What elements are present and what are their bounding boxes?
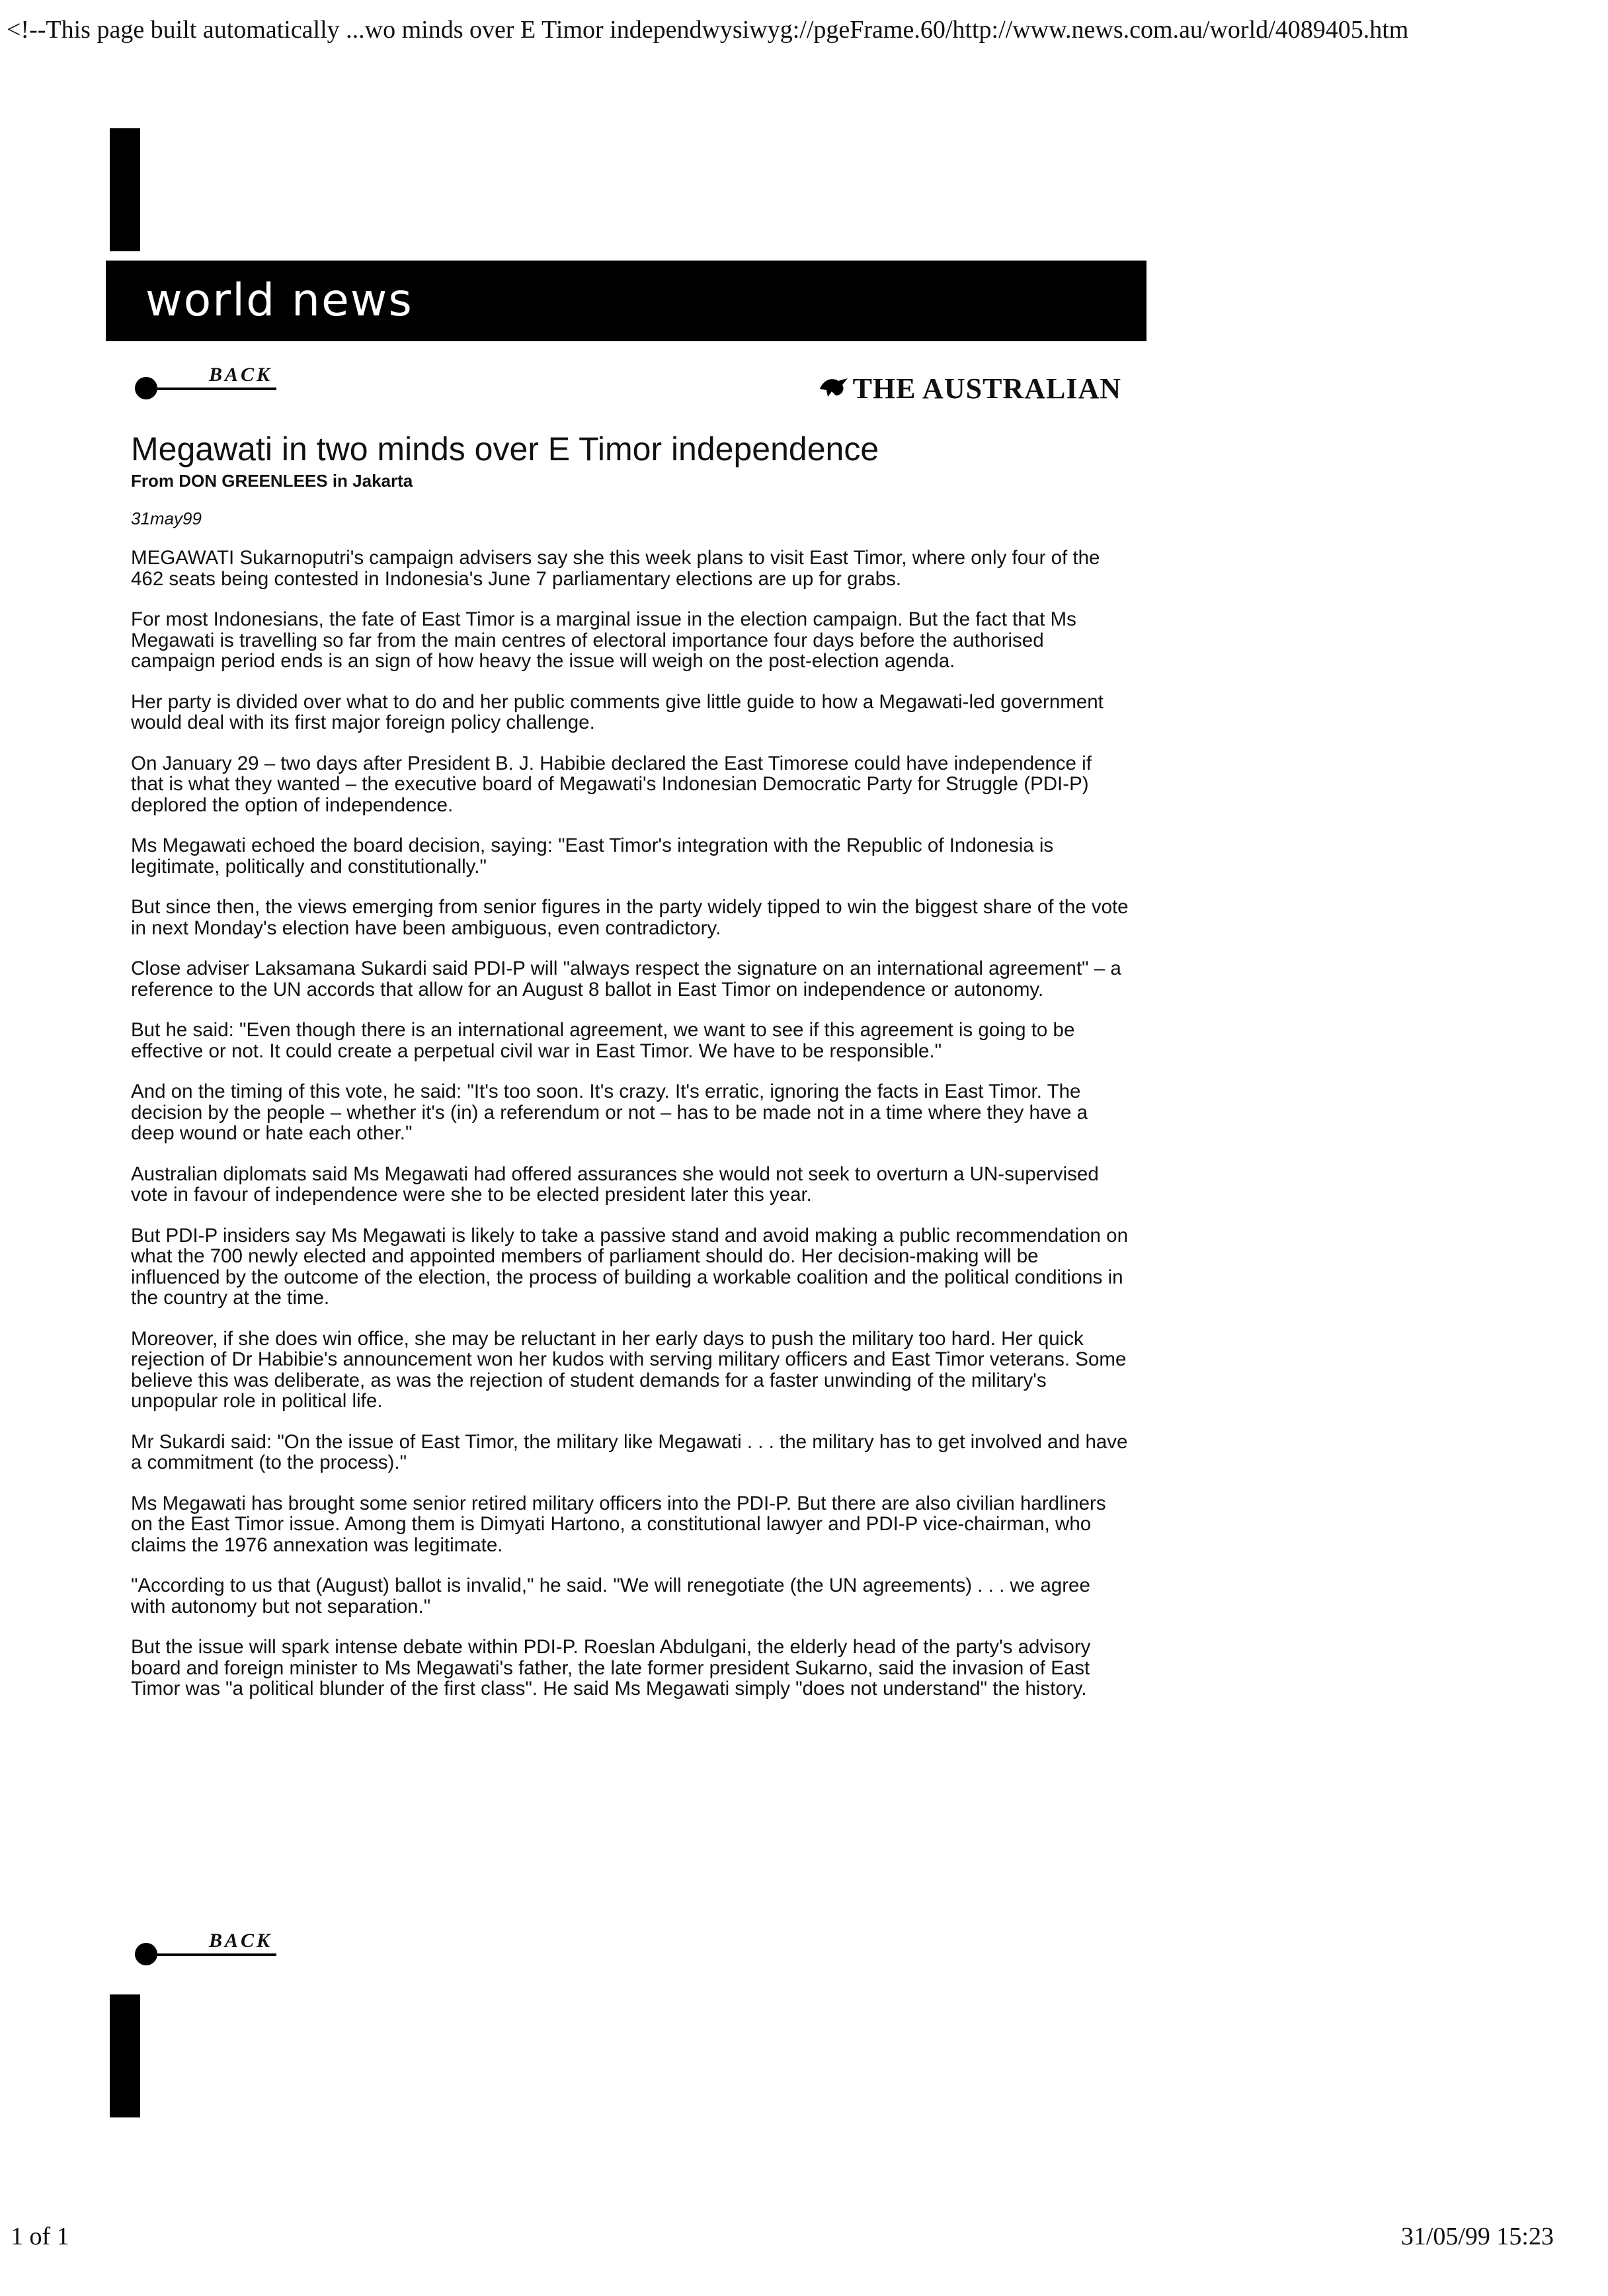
section-title: world news bbox=[145, 274, 413, 327]
article-paragraph: "According to us that (August) ballot is invalid," he said. "We will renegotiate (the UN agreements) . . . we agree with autonomy but not separation." bbox=[131, 1575, 1090, 1618]
back-label: BACK bbox=[208, 1930, 272, 1951]
article-paragraph: MEGAWATI Sukarnoputri's campaign advisers say she this week plans to visit East Timor, where only four of the 462 seats being contested in Indonesia's June 7 parliamentary elections are up for grabs. bbox=[131, 547, 1100, 590]
print-timestamp: 31/05/99 15:23 bbox=[1400, 2223, 1554, 2250]
article bbox=[131, 430, 1129, 1719]
article-paragraph: On January 29 – two days after President B. J. Habibie declared the East Timorese could have independence if that is what they wanted – the executive board of Megawati's Indonesian Democratic Party for Struggle (PDI-P) deplored the option of independence. bbox=[131, 752, 1092, 816]
back-label: BACK bbox=[208, 364, 272, 386]
article-date: 31may99 bbox=[131, 509, 202, 528]
masthead bbox=[819, 372, 1121, 405]
article-paragraph: Ms Megawati has brought some senior retired military officers into the PDI-P. But there are also civilian hardliners on the East Timor issue. Among them is Dimyati Hartono, a constitutional lawyer and PDI-P vice-chairman, who claims the 1976 annexation was legitimate. bbox=[131, 1492, 1106, 1556]
back-dot-icon bbox=[135, 377, 157, 399]
back-dot-icon bbox=[135, 1943, 157, 1965]
article-paragraph: But the issue will spark intense debate within PDI-P. Roeslan Abdulgani, the elderly head of the party's advisory board and foreign minister to Ms Megawati's father, the late former president Sukarno, said the invasion of East Timor was "a political blunder of the first class". He said Ms Megawati simply "does not understand" the history. bbox=[131, 1636, 1091, 1700]
print-header-url: <!--This page built automatically ...wo minds over E Timor independwysiwyg://pgeFrame.60/http://www.news.com.au/world/4089405.htm bbox=[7, 16, 1409, 44]
article-headline: Megawati in two minds over E Timor independence bbox=[131, 430, 879, 468]
bird-logo-icon bbox=[819, 372, 849, 405]
back-underline bbox=[157, 364, 276, 390]
article-body bbox=[131, 548, 1129, 1700]
article-paragraph: But since then, the views emerging from senior figures in the party widely tipped to win the biggest share of the vote in next Monday's election have been ambiguous, even contradictory. bbox=[131, 896, 1129, 939]
back-underline bbox=[157, 1930, 276, 1956]
decorative-bar-bottom bbox=[110, 1994, 140, 2117]
article-paragraph: Her party is divided over what to do and her public comments give little guide to how a Megawati-led government would deal with its first major foreign policy challenge. bbox=[131, 690, 1104, 733]
article-paragraph: And on the timing of this vote, he said: "It's too soon. It's crazy. It's erratic, ignoring the facts in East Timor. The decision by the people – whether it's (in) a referendum or not – has to be made not in a time where they have a deep wound or hate each other." bbox=[131, 1081, 1088, 1144]
article-paragraph: Ms Megawati echoed the board decision, saying: "East Timor's integration with the Republic of Indonesia is legitimate, politically and constitutionally." bbox=[131, 835, 1054, 878]
masthead-name: THE AUSTRALIAN bbox=[852, 372, 1121, 405]
decorative-bar-top bbox=[110, 128, 140, 251]
article-paragraph: Close adviser Laksamana Sukardi said PDI-P will "always respect the signature on an international agreement" – a reference to the UN accords that allow for an August 8 ballot in East Timor on independence or autonomy. bbox=[131, 958, 1121, 1001]
section-banner bbox=[106, 261, 1146, 341]
article-paragraph: But PDI-P insiders say Ms Megawati is likely to take a passive stand and avoid making a public recommendation on what the 700 newly elected and appointed members of parliament should do. Her decision-making will be influenced by the outcome of the election, the process of building a workable coalition and the political conditions in the country at the time. bbox=[131, 1224, 1128, 1309]
article-paragraph: Moreover, if she does win office, she may be reluctant in her early days to push the military too hard. Her quick rejection of Dr Habibie's announcement won her kudos with serving military officers and East Timor veterans. Some believe this was deliberate, as was the rejection of student demands for a faster unwinding of the military's unpopular role in political life. bbox=[131, 1327, 1127, 1412]
article-paragraph: For most Indonesians, the fate of East Timor is a marginal issue in the election campaign. But the fact that Ms Megawati is travelling so far from the main centres of electoral importance four days before the authorised campaign period ends is an sign of how heavy the issue will weigh on the post-election agenda. bbox=[131, 608, 1076, 672]
article-paragraph: But he said: "Even though there is an international agreement, we want to see if this agreement is going to be effective or not. It could create a perpetual civil war in East Timor. We have to be responsible." bbox=[131, 1019, 1075, 1062]
back-link-bottom[interactable] bbox=[135, 1930, 276, 1956]
back-link-top[interactable] bbox=[135, 364, 276, 390]
article-paragraph: Mr Sukardi said: "On the issue of East Timor, the military like Megawati . . . the military has to get involved and have a commitment (to the process)." bbox=[131, 1430, 1128, 1473]
article-byline: From DON GREENLEES in Jakarta bbox=[131, 471, 413, 491]
page-count: 1 of 1 bbox=[11, 2223, 69, 2250]
article-paragraph: Australian diplomats said Ms Megawati had offered assurances she would not seek to overturn a UN-supervised vote in favour of independence were she to be elected president later this year. bbox=[131, 1163, 1099, 1206]
